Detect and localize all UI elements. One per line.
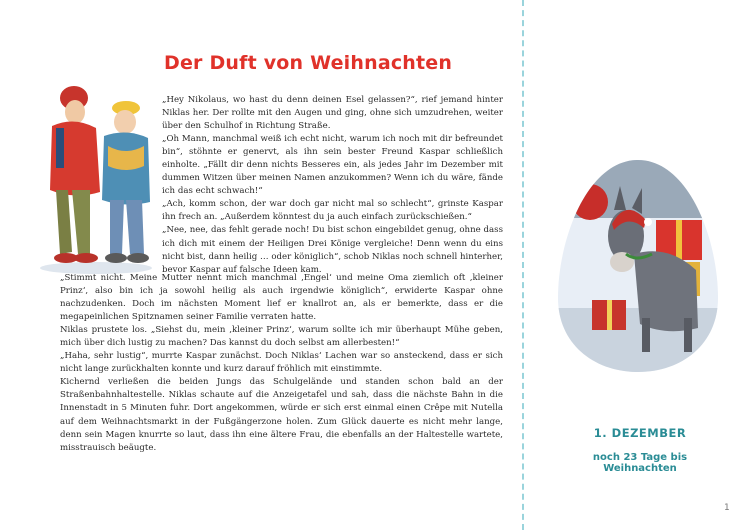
- story-paragraph: „Hey Nikolaus, wo hast du denn deinen Esel gelassen?“, rief jemand hinter Niklas her. Der rollte mit den Augen und ging, ohne sich umzudrehen, weiter über den Schulhof in Richtung Straße.: [162, 95, 503, 132]
- date-heading: 1. DEZEMBER: [593, 426, 687, 440]
- countdown-text: noch 23 Tage bis Weihnachten: [592, 452, 688, 474]
- story-paragraph: „Nee, nee, das fehlt gerade noch! Du bist schon eingebildet genug, ohne dass ich dich mit einem der Heiligen Drei Könige vergleiche! Denn wenn du eins nicht bist, dann heilig … oder königlich“, schob Niklas noch schnell hinterher, bevor Kaspar auf falsche Ideen kam.: [162, 225, 503, 275]
- two-boys-illustration: [38, 82, 160, 276]
- story-paragraph: Kichernd verließen die beiden Jungs das Schulgelände und standen schon bald an der Straßenbahnhaltestelle. Niklas schaute auf die Anzeigetafel und sah, dass die nächste Bahn in die Innenstadt in 5 Minuten fuhr. Dort angekommen, würde er sich erst einmal einen Crêpe mit Nutella auf dem Weihnachtsmarkt in der Fußgängerzone holen. Zum Glück dauerte es nicht mehr lange, denn sein Magen knurrte so laut, dass ihn eine ältere Frau, die ebenfalls an der Haltestelle wartete, misstrauisch beäugte.: [60, 377, 503, 453]
- story-paragraph: „Oh Mann, manchmal weiß ich echt nicht, warum ich noch mit dir befreundet bin“, stöhnte er genervt, als ihn sein bester Freund Kaspar schließlich einholte. „Fällt dir denn nichts Besseres ein, als jedes Jahr im Dezember mit dummen Witzen über meinen Namen anzukommen? Wenn ich du wäre, fände ich das echt schwach!“: [162, 134, 503, 197]
- page-number: 1: [724, 503, 730, 513]
- story-paragraph: „Ach, komm schon, der war doch gar nicht mal so schlecht“, grinste Kaspar ihn frech an. „Außerdem könntest du ja auch einfach zurückschießen.“: [162, 199, 503, 223]
- page-divider: [522, 0, 524, 530]
- story-paragraph: „Haha, sehr lustig“, murrte Kaspar zunächst. Doch Niklas‘ Lachen war so ansteckend, dass er sich nicht lange zurückhalten konnte und kurz darauf fröhlich mit einstimmte.: [60, 351, 503, 375]
- page-title: Der Duft von Weihnachten: [164, 52, 453, 74]
- donkey-with-gifts-illustration: [556, 158, 720, 374]
- story-paragraph: Niklas prustete los. „Siehst du, mein ‚kleiner Prinz‘, warum sollte ich mir überhaupt Mühe geben, mich über dich lustig zu machen? Das kannst du doch selbst am allerbesten!“: [60, 325, 503, 349]
- story-text-top: [162, 94, 503, 277]
- story-paragraph: „Stimmt nicht. Meine Mutter nennt mich manchmal ‚Engel‘ und meine Oma ziemlich oft ‚kleiner Prinz‘, also bin ich ja sowohl heilig als auch irgendwie königlich“, erwiderte Kaspar ohne nachzudenken. Doch im nächsten Moment lief er knallrot an, als er bemerkte, dass er die megapeinlichen Spitznamen seiner Familie verraten hatte.: [60, 273, 503, 323]
- story-text-bottom: [60, 272, 503, 455]
